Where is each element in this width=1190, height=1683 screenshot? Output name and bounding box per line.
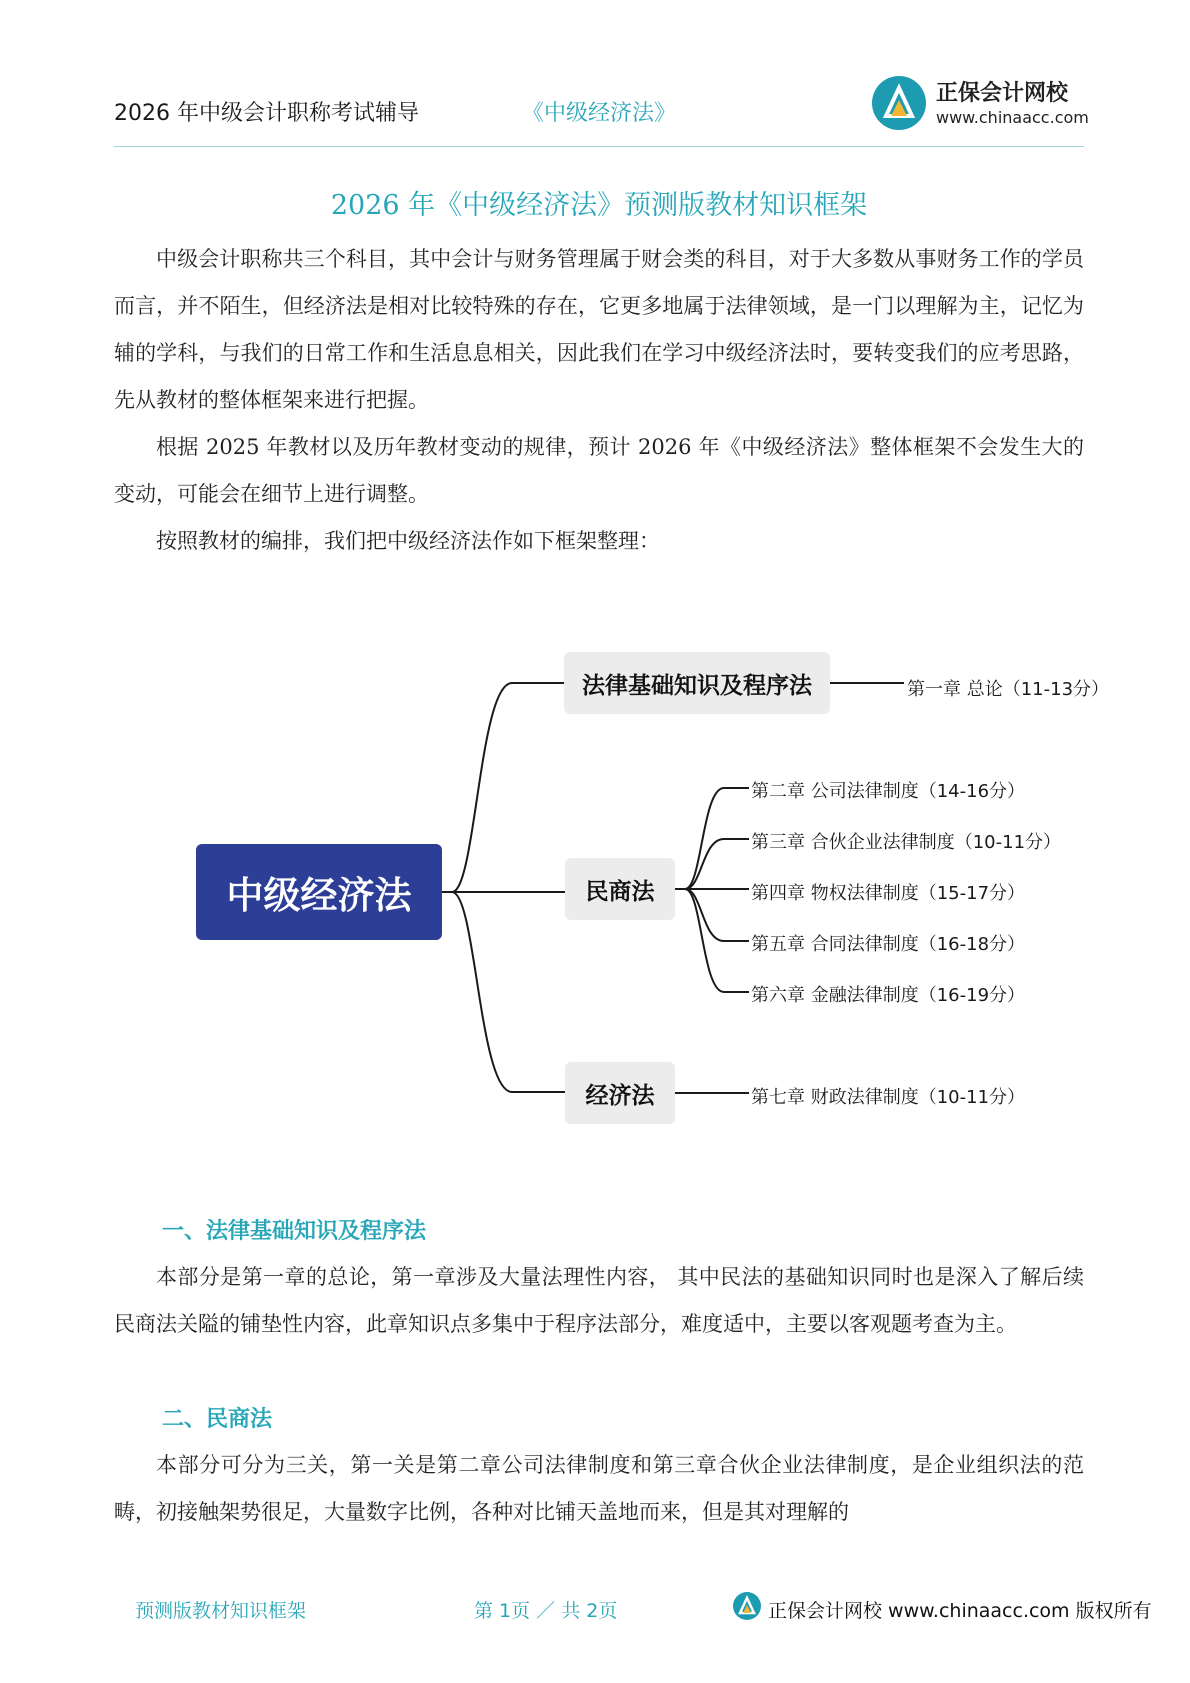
mindmap-leaf-chapter-1: 第一章 总论（11-13分） (907, 679, 1110, 700)
mindmap-branch-economic: 经济法 (565, 1062, 675, 1124)
header-divider (114, 146, 1084, 147)
footer-doc-title: 预测版教材知识框架 (135, 1600, 307, 1622)
logo-url: www.chinaacc.com (936, 108, 1089, 127)
footer-logo-icon (733, 1592, 761, 1620)
knowledge-mindmap (114, 630, 1110, 1150)
logo-name: 正保会计网校 (936, 81, 1069, 106)
intro-paragraph-2: 根据 2025 年教材以及历年教材变动的规律，预计 2026 年《中级经济法》整体框架不会发生大的变动，可能会在细节上进行调整。 (114, 435, 1084, 506)
mindmap-leaf-chapter-3: 第三章 合伙企业法律制度（10-11分） (751, 832, 1062, 853)
section-heading-1: 一、法律基础知识及程序法 (162, 1219, 427, 1244)
header-course-name: 《中级经济法》 (522, 101, 677, 126)
mindmap-leaf-chapter-4: 第四章 物权法律制度（15-17分） (751, 883, 1026, 904)
intro-paragraph-1: 中级会计职称共三个科目，其中会计与财务管理属于财会类的科目，对于大多数从事财务工作的学员而言，并不陌生，但经济法是相对比较特殊的存在，它更多地属于法律领域，是一门以理解为主，记忆为辅的学科，与我们的日常工作和生活息息相关，因此我们在学习中级经济法时，要转变我们的应考思路，先从教材的整体框架来进行把握。 (114, 247, 1084, 412)
intro-paragraph-3: 按照教材的编排，我们把中级经济法作如下框架整理： (156, 529, 660, 553)
section-paragraph-2: 本部分可分为三关，第一关是第二章公司法律制度和第三章合伙企业法律制度，是企业组织法的范畴，初接触架势很足，大量数字比例，各种对比铺天盖地而来，但是其对理解的 (114, 1453, 1084, 1524)
header-exam-title: 2026 年中级会计职称考试辅导 (114, 101, 419, 126)
logo-icon (872, 76, 926, 130)
site-logo[interactable] (872, 74, 1089, 136)
mindmap-leaf-chapter-6: 第六章 金融法律制度（16-19分） (751, 985, 1026, 1006)
section-paragraph-1: 本部分是第一章的总论，第一章涉及大量法理性内容， 其中民法的基础知识同时也是深入了解后续民商法关隘的铺垫性内容，此章知识点多集中于程序法部分，难度适中，主要以客观题考查为主。 (114, 1265, 1084, 1336)
mindmap-leaf-chapter-5: 第五章 合同法律制度（16-18分） (751, 934, 1026, 955)
mindmap-leaf-chapter-2: 第二章 公司法律制度（14-16分） (751, 781, 1026, 802)
mindmap-branch-legal-basics: 法律基础知识及程序法 (564, 652, 830, 714)
page-title: 2026 年《中级经济法》预测版教材知识框架 (330, 190, 868, 221)
section-heading-2: 二、民商法 (162, 1407, 273, 1432)
mindmap-root-node: 中级经济法 (196, 844, 442, 940)
mindmap-branch-civil-commercial: 民商法 (565, 858, 675, 920)
footer-copyright: 正保会计网校 www.chinaacc.com 版权所有 (768, 1600, 1152, 1622)
mindmap-leaf-chapter-7: 第七章 财政法律制度（10-11分） (751, 1087, 1026, 1108)
footer-page-number: 第 1页 ／ 共 2页 (474, 1600, 618, 1622)
